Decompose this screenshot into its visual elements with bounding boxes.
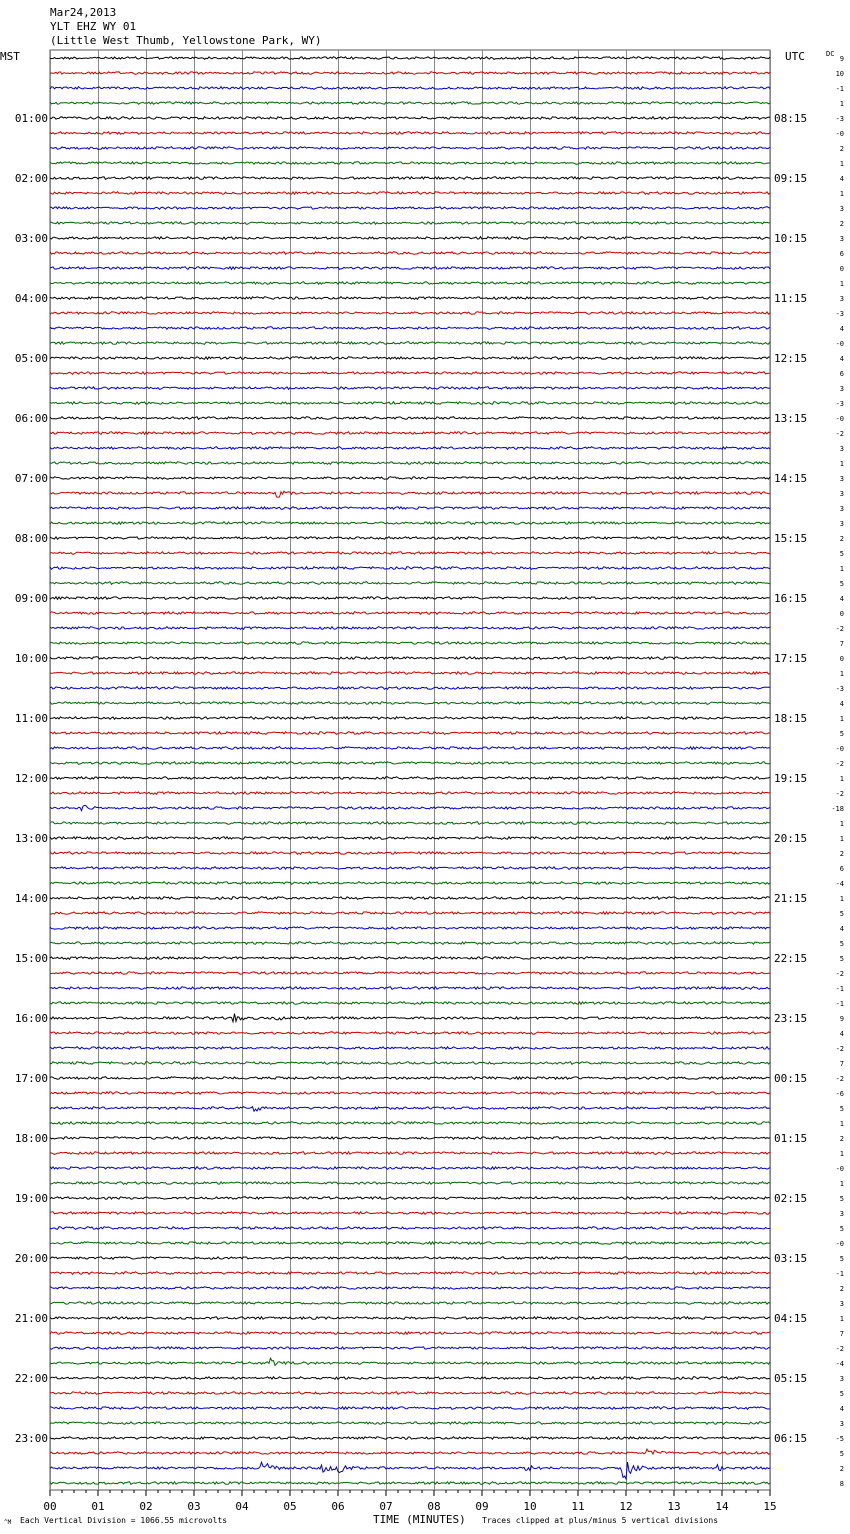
trace-line <box>50 747 770 750</box>
trace-line <box>50 702 770 705</box>
mst-hour-label: 09:00 <box>14 592 48 605</box>
dc-offset-value: -4 <box>835 1360 844 1368</box>
trace-line <box>50 1317 770 1320</box>
trace-line <box>50 1107 770 1112</box>
utc-hour-label: 15:15 <box>774 532 808 545</box>
trace-line <box>50 402 770 405</box>
x-tick-label: 01 <box>91 1500 105 1513</box>
trace-line <box>50 987 770 990</box>
utc-hour-labels <box>774 112 807 1445</box>
record-date: Mar24,2013 <box>50 6 117 19</box>
mst-hour-label: 08:00 <box>14 532 48 545</box>
dc-offset-value: 7 <box>839 1330 844 1338</box>
utc-hour-label: 19:15 <box>774 772 808 785</box>
trace-line <box>50 672 770 675</box>
trace-line <box>50 597 770 600</box>
trace-line <box>50 1137 770 1140</box>
dc-offset-value: 1 <box>839 835 844 843</box>
trace-line <box>50 1392 770 1395</box>
x-tick-label: 13 <box>667 1500 681 1513</box>
dc-offset-value: 6 <box>839 370 844 378</box>
trace-line <box>50 282 770 285</box>
trace-line <box>50 1407 770 1410</box>
trace-line <box>50 72 770 75</box>
utc-hour-label: 10:15 <box>774 232 808 245</box>
utc-hour-label: 20:15 <box>774 832 808 845</box>
trace-line <box>50 432 770 435</box>
dc-offset-value: 2 <box>839 1285 844 1293</box>
utc-hour-label: 13:15 <box>774 412 808 425</box>
mst-hour-label: 18:00 <box>14 1132 48 1145</box>
trace-line <box>50 1014 770 1022</box>
dc-offset-value: 1 <box>839 460 844 468</box>
dc-offset-value: -2 <box>835 430 844 438</box>
trace-line <box>50 612 770 615</box>
trace-line <box>50 927 770 930</box>
right-timezone-label: UTC <box>785 50 805 63</box>
mst-hour-label: 15:00 <box>14 952 48 965</box>
trace-line <box>50 1167 770 1170</box>
trace-line <box>50 1482 770 1485</box>
trace-line <box>50 462 770 465</box>
utc-hour-label: 01:15 <box>774 1132 808 1145</box>
dc-offset-value: 4 <box>839 1030 844 1038</box>
trace-line <box>50 1152 770 1155</box>
trace-line <box>50 177 770 180</box>
trace-line <box>50 327 770 330</box>
dc-offset-value: -2 <box>835 625 844 633</box>
x-tick-label: 15 <box>763 1500 777 1513</box>
dc-offset-value: 7 <box>839 640 844 648</box>
trace-line <box>50 192 770 195</box>
trace-line <box>50 837 770 840</box>
dc-offset-value: -3 <box>835 400 844 408</box>
dc-offset-value: 4 <box>839 1405 844 1413</box>
trace-line <box>50 732 770 735</box>
x-axis-title: TIME (MINUTES) <box>373 1513 466 1526</box>
dc-offset-value: 3 <box>839 295 844 303</box>
dc-offset-value: -2 <box>835 1345 844 1353</box>
dc-offset-value: -5 <box>835 1435 844 1443</box>
dc-offset-value: 1 <box>839 895 844 903</box>
time-axis <box>43 1490 776 1513</box>
x-tick-label: 02 <box>139 1500 153 1513</box>
x-tick-label: 04 <box>235 1500 249 1513</box>
trace-line <box>50 762 770 765</box>
trace-line <box>50 897 770 900</box>
dc-offset-value: 5 <box>839 730 844 738</box>
dc-offset-value: -1 <box>835 1270 844 1278</box>
dc-offset-value: -2 <box>835 1045 844 1053</box>
dc-offset-value: -0 <box>835 415 844 423</box>
dc-offset-value: 4 <box>839 925 844 933</box>
station-location: (Little West Thumb, Yellowstone Park, WY) <box>50 34 322 47</box>
utc-hour-label: 06:15 <box>774 1432 808 1445</box>
dc-offset-value: 3 <box>839 205 844 213</box>
dc-offset-value: 3 <box>839 1300 844 1308</box>
dc-offset-value: 1 <box>839 775 844 783</box>
utc-hour-label: 23:15 <box>774 1012 808 1025</box>
dc-offset-value: 1 <box>839 190 844 198</box>
dc-offset-value: 3 <box>839 520 844 528</box>
dc-offset-value: 1 <box>839 565 844 573</box>
dc-offset-value: -4 <box>835 880 844 888</box>
trace-line <box>50 882 770 885</box>
trace-line <box>50 447 770 450</box>
dc-offset-value: 6 <box>839 250 844 258</box>
utc-hour-label: 17:15 <box>774 652 808 665</box>
dc-offset-labels <box>831 55 844 1488</box>
dc-offset-value: 3 <box>839 1210 844 1218</box>
dc-offset-value: 5 <box>839 910 844 918</box>
dc-offset-value: 6 <box>839 865 844 873</box>
dc-offset-value: 5 <box>839 955 844 963</box>
trace-line <box>50 522 770 525</box>
trace-line <box>50 972 770 975</box>
dc-offset-value: 4 <box>839 325 844 333</box>
trace-line <box>50 162 770 165</box>
dc-offset-value: 4 <box>839 175 844 183</box>
trace-line <box>50 567 770 570</box>
trace-line <box>50 867 770 870</box>
dc-offset-value: 5 <box>839 1105 844 1113</box>
mst-hour-label: 04:00 <box>14 292 48 305</box>
trace-line <box>50 1047 770 1050</box>
dc-offset-value: 8 <box>839 1480 844 1488</box>
dc-offset-value: -0 <box>835 130 844 138</box>
x-tick-label: 10 <box>523 1500 537 1513</box>
dc-offset-value: 9 <box>839 55 844 63</box>
trace-line <box>50 1272 770 1275</box>
dc-offset-value: 5 <box>839 1255 844 1263</box>
dc-offset-value: 2 <box>839 1135 844 1143</box>
dc-offset-value: -3 <box>835 310 844 318</box>
trace-line <box>50 417 770 420</box>
trace-line <box>50 1377 770 1380</box>
trace-line <box>50 1182 770 1185</box>
utc-hour-label: 16:15 <box>774 592 808 605</box>
left-timezone-label: MST <box>0 50 20 63</box>
dc-offset-value: 5 <box>839 550 844 558</box>
dc-offset-value: 9 <box>839 1015 844 1023</box>
trace-line <box>50 1462 770 1479</box>
x-tick-label: 00 <box>43 1500 57 1513</box>
mst-hour-label: 21:00 <box>14 1312 48 1325</box>
trace-line <box>50 957 770 960</box>
trace-line <box>50 147 770 150</box>
dc-offset-value: 1 <box>839 1315 844 1323</box>
dc-offset-value: -2 <box>835 970 844 978</box>
utc-hour-label: 11:15 <box>774 292 808 305</box>
utc-hour-label: 21:15 <box>774 892 808 905</box>
mst-hour-label: 23:00 <box>14 1432 48 1445</box>
dc-offset-value: 3 <box>839 505 844 513</box>
dc-offset-value: 1 <box>839 1180 844 1188</box>
x-tick-label: 08 <box>427 1500 441 1513</box>
trace-line <box>50 1002 770 1005</box>
trace-line <box>50 805 770 810</box>
mst-hour-label: 16:00 <box>14 1012 48 1025</box>
utc-hour-label: 03:15 <box>774 1252 808 1265</box>
trace-line <box>50 642 770 645</box>
trace-line <box>50 207 770 210</box>
trace-line <box>50 717 770 720</box>
trace-line <box>50 777 770 780</box>
dc-offset-value: -0 <box>835 745 844 753</box>
utc-hour-label: 04:15 <box>774 1312 808 1325</box>
trace-line <box>50 552 770 555</box>
dc-offset-value: 4 <box>839 355 844 363</box>
utc-hour-label: 00:15 <box>774 1072 808 1085</box>
dc-offset-value: 5 <box>839 940 844 948</box>
dc-offset-value: 0 <box>839 265 844 273</box>
trace-line <box>50 1302 770 1305</box>
trace-line <box>50 117 770 120</box>
trace-line <box>50 1062 770 1065</box>
utc-hour-label: 09:15 <box>774 172 808 185</box>
clip-note: Traces clipped at plus/minus 5 vertical divisions <box>482 1516 719 1525</box>
x-tick-label: 14 <box>715 1500 729 1513</box>
trace-line <box>50 357 770 360</box>
mst-hour-label: 19:00 <box>14 1192 48 1205</box>
trace-line <box>50 792 770 795</box>
dc-offset-value: -2 <box>835 790 844 798</box>
dc-offset-value: 1 <box>839 670 844 678</box>
dc-offset-value: 10 <box>835 70 844 78</box>
x-tick-label: 12 <box>619 1500 633 1513</box>
footer-mark: ^M <box>4 1519 12 1526</box>
trace-line <box>50 1347 770 1350</box>
dc-offset-value: 1 <box>839 100 844 108</box>
x-tick-label: 05 <box>283 1500 297 1513</box>
trace-line <box>50 1287 770 1290</box>
dc-offset-value: 2 <box>839 535 844 543</box>
dc-offset-value: -6 <box>835 1090 844 1098</box>
trace-line <box>50 1122 770 1125</box>
trace-line <box>50 1422 770 1425</box>
trace-line <box>50 87 770 90</box>
dc-offset-value: 3 <box>839 385 844 393</box>
dc-offset-value: 5 <box>839 1450 844 1458</box>
trace-line <box>50 912 770 915</box>
trace-line <box>50 477 770 480</box>
dc-offset-value: 3 <box>839 490 844 498</box>
dc-offset-value: 1 <box>839 280 844 288</box>
mst-hour-label: 01:00 <box>14 112 48 125</box>
dc-offset-header: DC <box>826 50 835 58</box>
trace-line <box>50 1092 770 1095</box>
trace-line <box>50 102 770 105</box>
dc-offset-value: 2 <box>839 220 844 228</box>
trace-line <box>50 342 770 345</box>
utc-hour-label: 22:15 <box>774 952 808 965</box>
trace-line <box>50 822 770 825</box>
dc-offset-value: -0 <box>835 1165 844 1173</box>
dc-offset-value: 5 <box>839 1195 844 1203</box>
trace-line <box>50 1332 770 1335</box>
trace-line <box>50 252 770 255</box>
dc-offset-value: -2 <box>835 760 844 768</box>
dc-offset-value: 1 <box>839 1120 844 1128</box>
dc-offset-value: 1 <box>839 715 844 723</box>
trace-line <box>50 57 770 60</box>
trace-line <box>50 491 770 497</box>
dc-offset-value: -1 <box>835 1000 844 1008</box>
utc-hour-label: 02:15 <box>774 1192 808 1205</box>
dc-offset-value: 3 <box>839 475 844 483</box>
trace-line <box>50 1197 770 1200</box>
x-tick-label: 11 <box>571 1500 585 1513</box>
dc-offset-value: -0 <box>835 340 844 348</box>
mst-hour-labels <box>15 112 48 1445</box>
mst-hour-label: 07:00 <box>14 472 48 485</box>
mst-hour-label: 14:00 <box>14 892 48 905</box>
mst-hour-label: 11:00 <box>14 712 48 725</box>
dc-offset-value: 3 <box>839 235 844 243</box>
utc-hour-label: 18:15 <box>774 712 808 725</box>
mst-hour-label: 12:00 <box>14 772 48 785</box>
trace-line <box>50 222 770 225</box>
trace-line <box>50 627 770 630</box>
x-tick-label: 09 <box>475 1500 489 1513</box>
dc-offset-value: -1 <box>835 985 844 993</box>
trace-line <box>50 657 770 660</box>
trace-line <box>50 267 770 270</box>
trace-line <box>50 387 770 390</box>
trace-line <box>50 132 770 135</box>
dc-offset-value: -0 <box>835 1240 844 1248</box>
utc-hour-label: 14:15 <box>774 472 808 485</box>
trace-line <box>50 942 770 945</box>
trace-line <box>50 1077 770 1080</box>
trace-line <box>50 1437 770 1440</box>
trace-line <box>50 312 770 315</box>
mst-hour-label: 05:00 <box>14 352 48 365</box>
trace-line <box>50 1227 770 1230</box>
trace-line <box>50 537 770 540</box>
dc-offset-value: 3 <box>839 445 844 453</box>
dc-offset-value: 7 <box>839 1060 844 1068</box>
trace-line <box>50 507 770 510</box>
dc-offset-value: 1 <box>839 820 844 828</box>
dc-offset-value: 2 <box>839 145 844 153</box>
trace-line <box>50 1257 770 1260</box>
mst-hour-label: 06:00 <box>14 412 48 425</box>
trace-line <box>50 687 770 690</box>
mst-hour-label: 10:00 <box>14 652 48 665</box>
mst-hour-label: 20:00 <box>14 1252 48 1265</box>
dc-offset-value: 3 <box>839 1420 844 1428</box>
x-tick-label: 06 <box>331 1500 345 1513</box>
trace-line <box>50 852 770 855</box>
dc-offset-value: 4 <box>839 700 844 708</box>
dc-offset-value: -3 <box>835 115 844 123</box>
dc-offset-value: -1 <box>835 85 844 93</box>
trace-line <box>50 372 770 375</box>
seismic-traces <box>50 57 770 1485</box>
trace-line <box>50 297 770 300</box>
trace-line <box>50 1242 770 1245</box>
dc-offset-value: -2 <box>835 1075 844 1083</box>
dc-offset-value: 3 <box>839 1375 844 1383</box>
mst-hour-label: 13:00 <box>14 832 48 845</box>
dc-offset-value: 5 <box>839 1225 844 1233</box>
dc-offset-value: -18 <box>831 805 844 813</box>
dc-offset-value: 5 <box>839 1390 844 1398</box>
utc-hour-label: 05:15 <box>774 1372 808 1385</box>
dc-offset-value: -3 <box>835 685 844 693</box>
station-code: YLT EHZ WY 01 <box>50 20 137 33</box>
mst-hour-label: 17:00 <box>14 1072 48 1085</box>
dc-offset-value: 5 <box>839 580 844 588</box>
utc-hour-label: 12:15 <box>774 352 808 365</box>
trace-line <box>50 582 770 585</box>
dc-offset-value: 4 <box>839 595 844 603</box>
mst-hour-label: 02:00 <box>14 172 48 185</box>
dc-offset-value: 2 <box>839 850 844 858</box>
x-tick-label: 07 <box>379 1500 393 1513</box>
dc-offset-value: 1 <box>839 1150 844 1158</box>
trace-line <box>50 1212 770 1215</box>
dc-offset-value: 0 <box>839 655 844 663</box>
trace-line <box>50 1358 770 1365</box>
trace-line <box>50 237 770 240</box>
mst-hour-label: 22:00 <box>14 1372 48 1385</box>
trace-line <box>50 1032 770 1035</box>
dc-offset-value: 2 <box>839 1465 844 1473</box>
utc-hour-label: 08:15 <box>774 112 808 125</box>
mst-hour-label: 03:00 <box>14 232 48 245</box>
scale-note: Each Vertical Division = 1066.55 microvolts <box>20 1516 228 1525</box>
x-tick-label: 03 <box>187 1500 201 1513</box>
dc-offset-value: 0 <box>839 610 844 618</box>
dc-offset-value: 1 <box>839 160 844 168</box>
trace-line <box>50 1449 770 1454</box>
